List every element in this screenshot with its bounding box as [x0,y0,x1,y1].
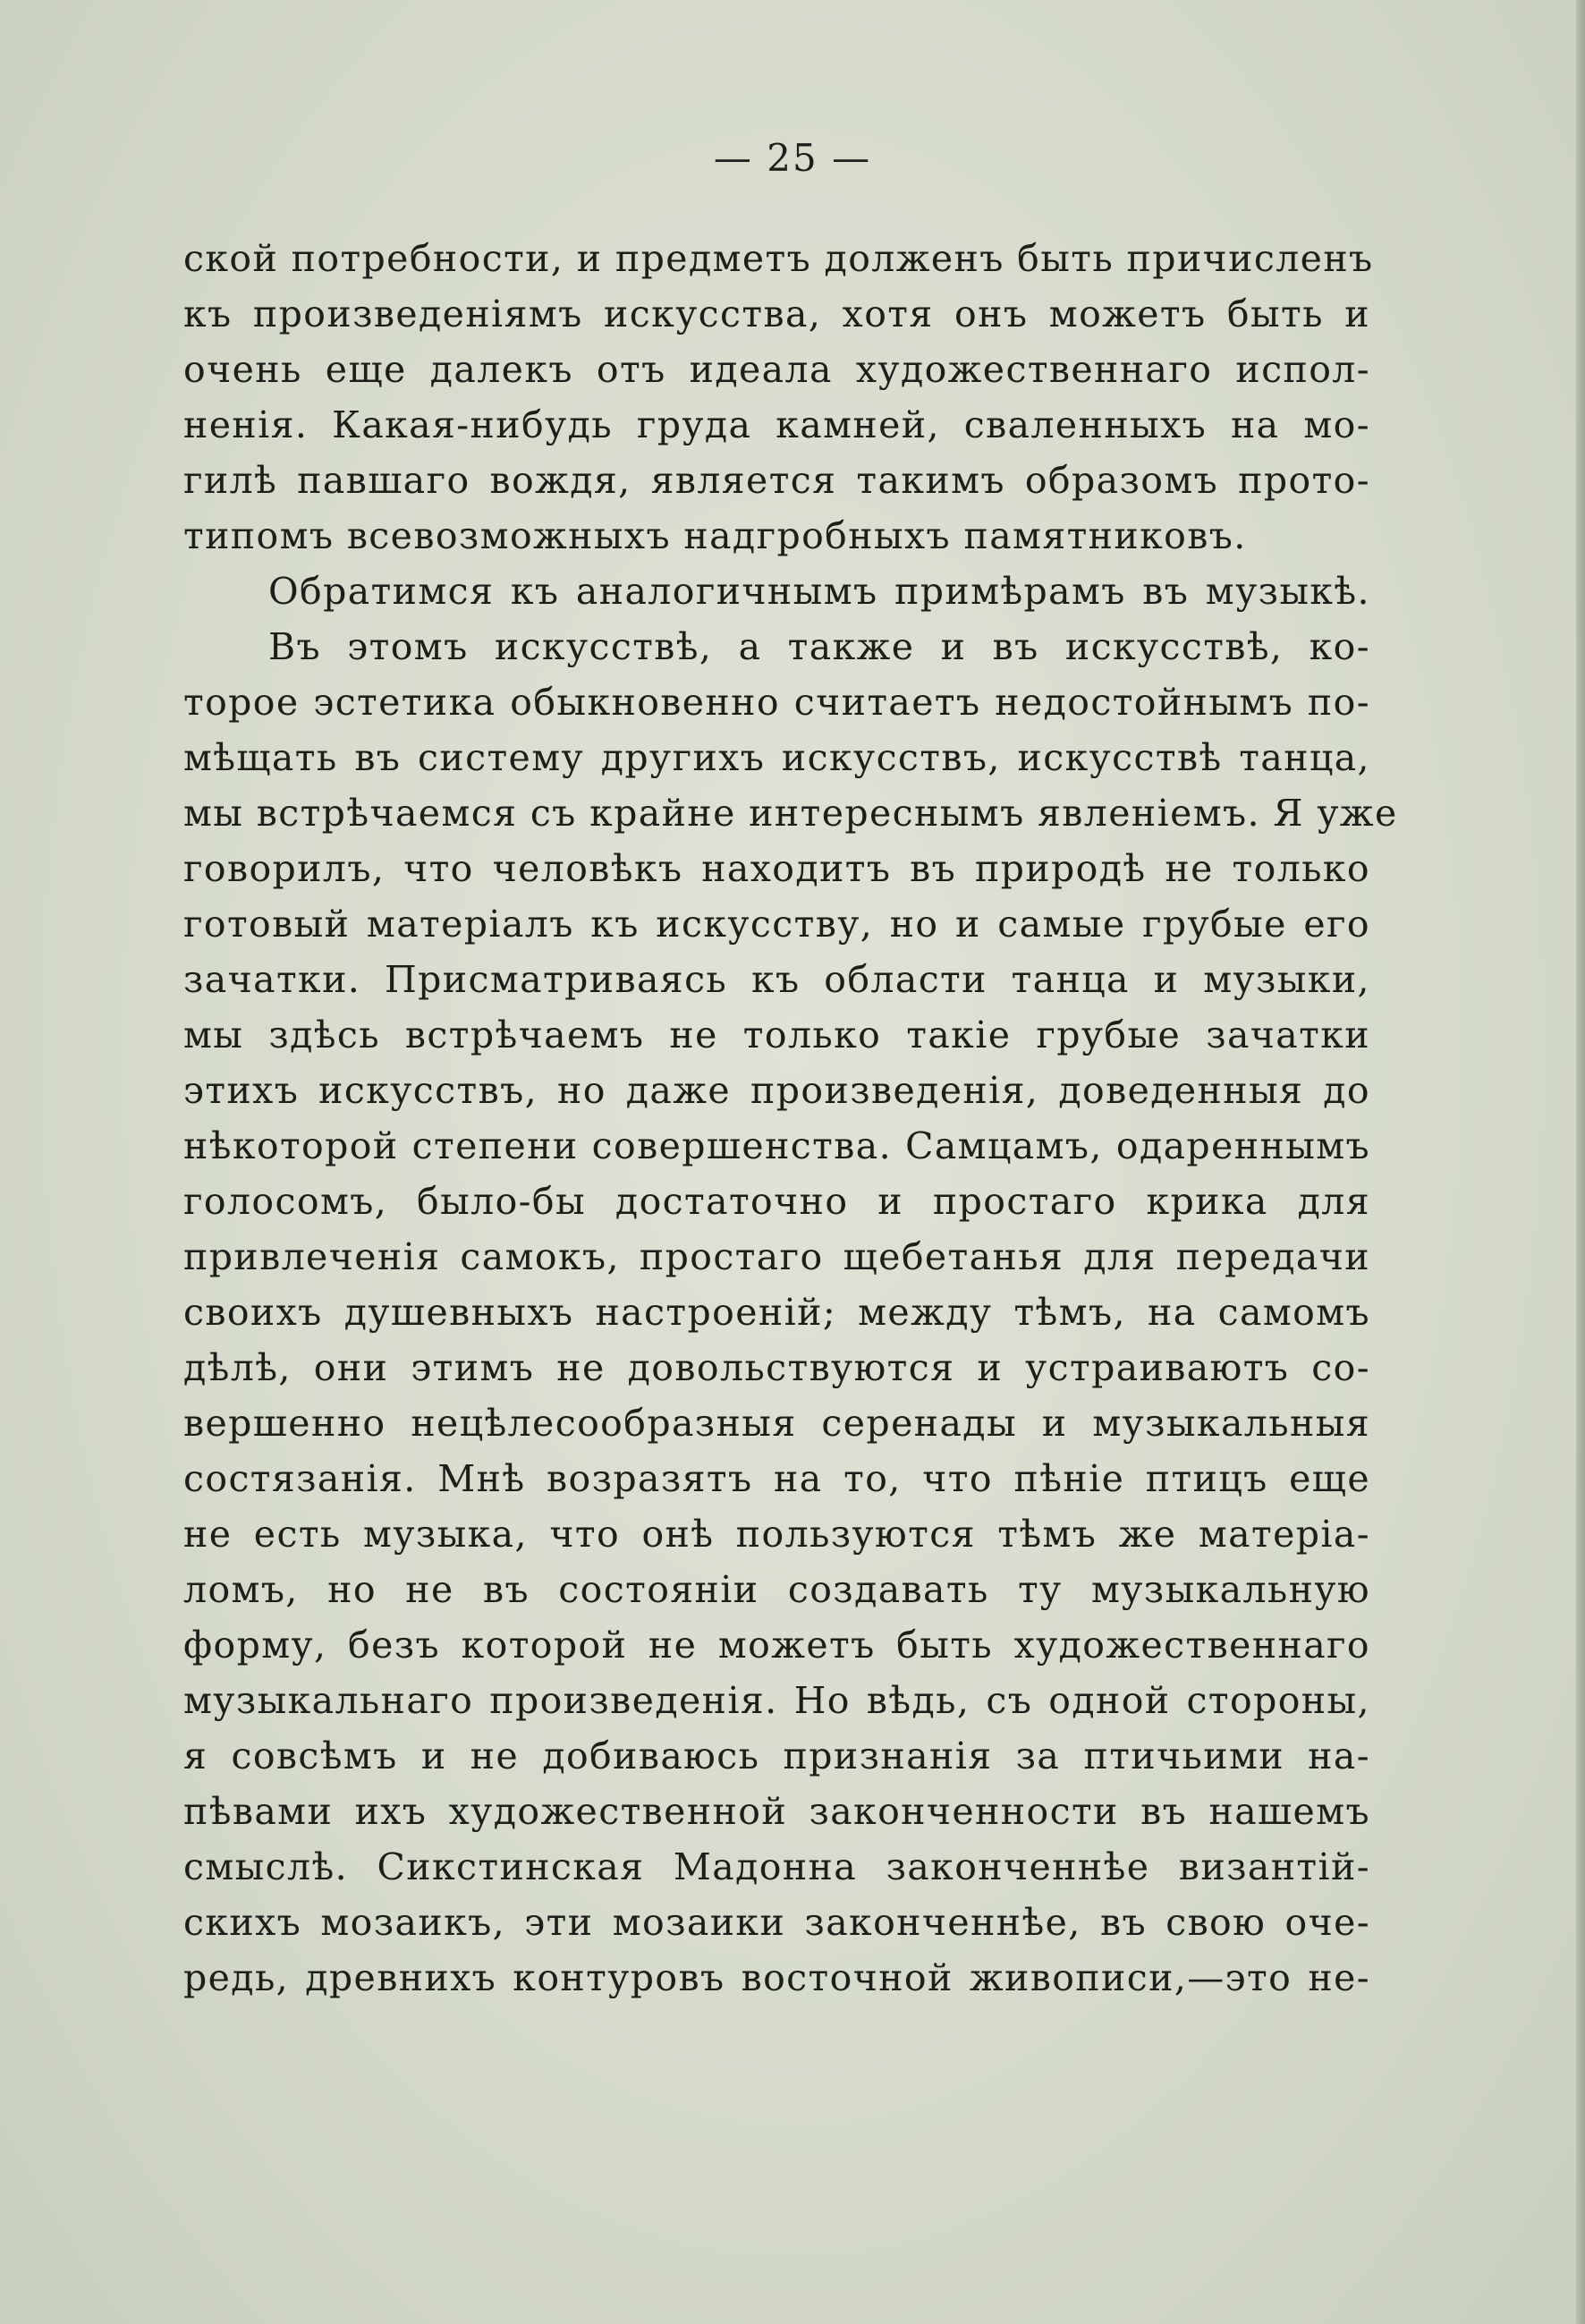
text-line: готовый матеріалъ къ искусству, но и самые грубые его [183,903,1370,946]
page-number: — 25 — [713,136,872,180]
text-line: скихъ мозаикъ, эти мозаики законченнѣе, въ свою оче- [183,1901,1370,1944]
text-line: не есть музыка, что онѣ пользуются тѣмъ же матеріа- [183,1513,1370,1556]
text-line: этихъ искусствъ, но даже произведенія, доведенныя до [183,1069,1370,1112]
text-line: пѣвами ихъ художественной законченности въ нашемъ [183,1790,1370,1833]
text-line: смыслѣ. Сикстинская Мадонна законченнѣе византій- [183,1845,1370,1888]
text-line: Въ этомъ искусствѣ, а также и въ искусствѣ, ко- [268,625,1370,668]
text-line: состязанія. Мнѣ возразятъ на то, что пѣніе птицъ еще [183,1457,1370,1500]
text-line: голосомъ, было-бы достаточно и простаго крика для [183,1180,1370,1223]
page-edge-shadow [1576,0,1585,2324]
text-line: ломъ, но не въ состояніи создавать ту музыкальную [183,1568,1370,1611]
text-line: Обратимся къ аналогичнымъ примѣрамъ въ музыкѣ. [268,570,1370,613]
text-line: типомъ всевозможныхъ надгробныхъ памятниковъ. [183,514,1247,557]
text-line: ской потребности, и предметъ долженъ быть причисленъ [183,237,1374,280]
text-line: своихъ душевныхъ настроеній; между тѣмъ, на самомъ [183,1291,1370,1334]
text-line: нѣкоторой степени совершенства. Самцамъ, одареннымъ [183,1124,1370,1167]
text-line: мы здѣсь встрѣчаемъ не только такіе грубые зачатки [183,1014,1370,1056]
text-line: музыкальнаго произведенія. Но вѣдь, съ одной стороны, [183,1679,1370,1722]
text-line: я совсѣмъ и не добиваюсь признанія за птичьими на- [183,1735,1370,1777]
text-line: привлеченія самокъ, простаго щебетанья для передачи [183,1235,1370,1278]
text-line: торое эстетика обыкновенно считаетъ недостойнымъ по- [183,681,1370,724]
text-line: редь, древнихъ контуровъ восточной живописи,—это не- [183,1956,1370,1999]
text-line: мѣщать въ систему другихъ искусствъ, искусствѣ танца, [183,736,1370,779]
body-text [183,231,1398,2006]
text-line: вершенно нецѣлесообразныя серенады и музыкальныя [183,1402,1370,1445]
text-line: мы встрѣчаемся съ крайне интереснымъ явленіемъ. Я уже [183,792,1398,835]
text-line: ненія. Какая-нибудь груда камней, сваленныхъ на мо- [183,403,1370,446]
text-line: очень еще далекъ отъ идеала художественнаго испол- [183,348,1370,391]
text-line: зачатки. Присматриваясь къ области танца и музыки, [183,958,1370,1001]
text-line: къ произведеніямъ искусства, хотя онъ можетъ быть и [183,293,1370,335]
text-line: дѣлѣ, они этимъ не довольствуются и устраиваютъ со- [183,1346,1370,1389]
text-line: форму, безъ которой не можетъ быть художественнаго [183,1624,1370,1667]
text-line: говорилъ, что человѣкъ находитъ въ природѣ не только [183,847,1370,890]
text-line: гилѣ павшаго вождя, является такимъ образомъ прото- [183,459,1370,502]
